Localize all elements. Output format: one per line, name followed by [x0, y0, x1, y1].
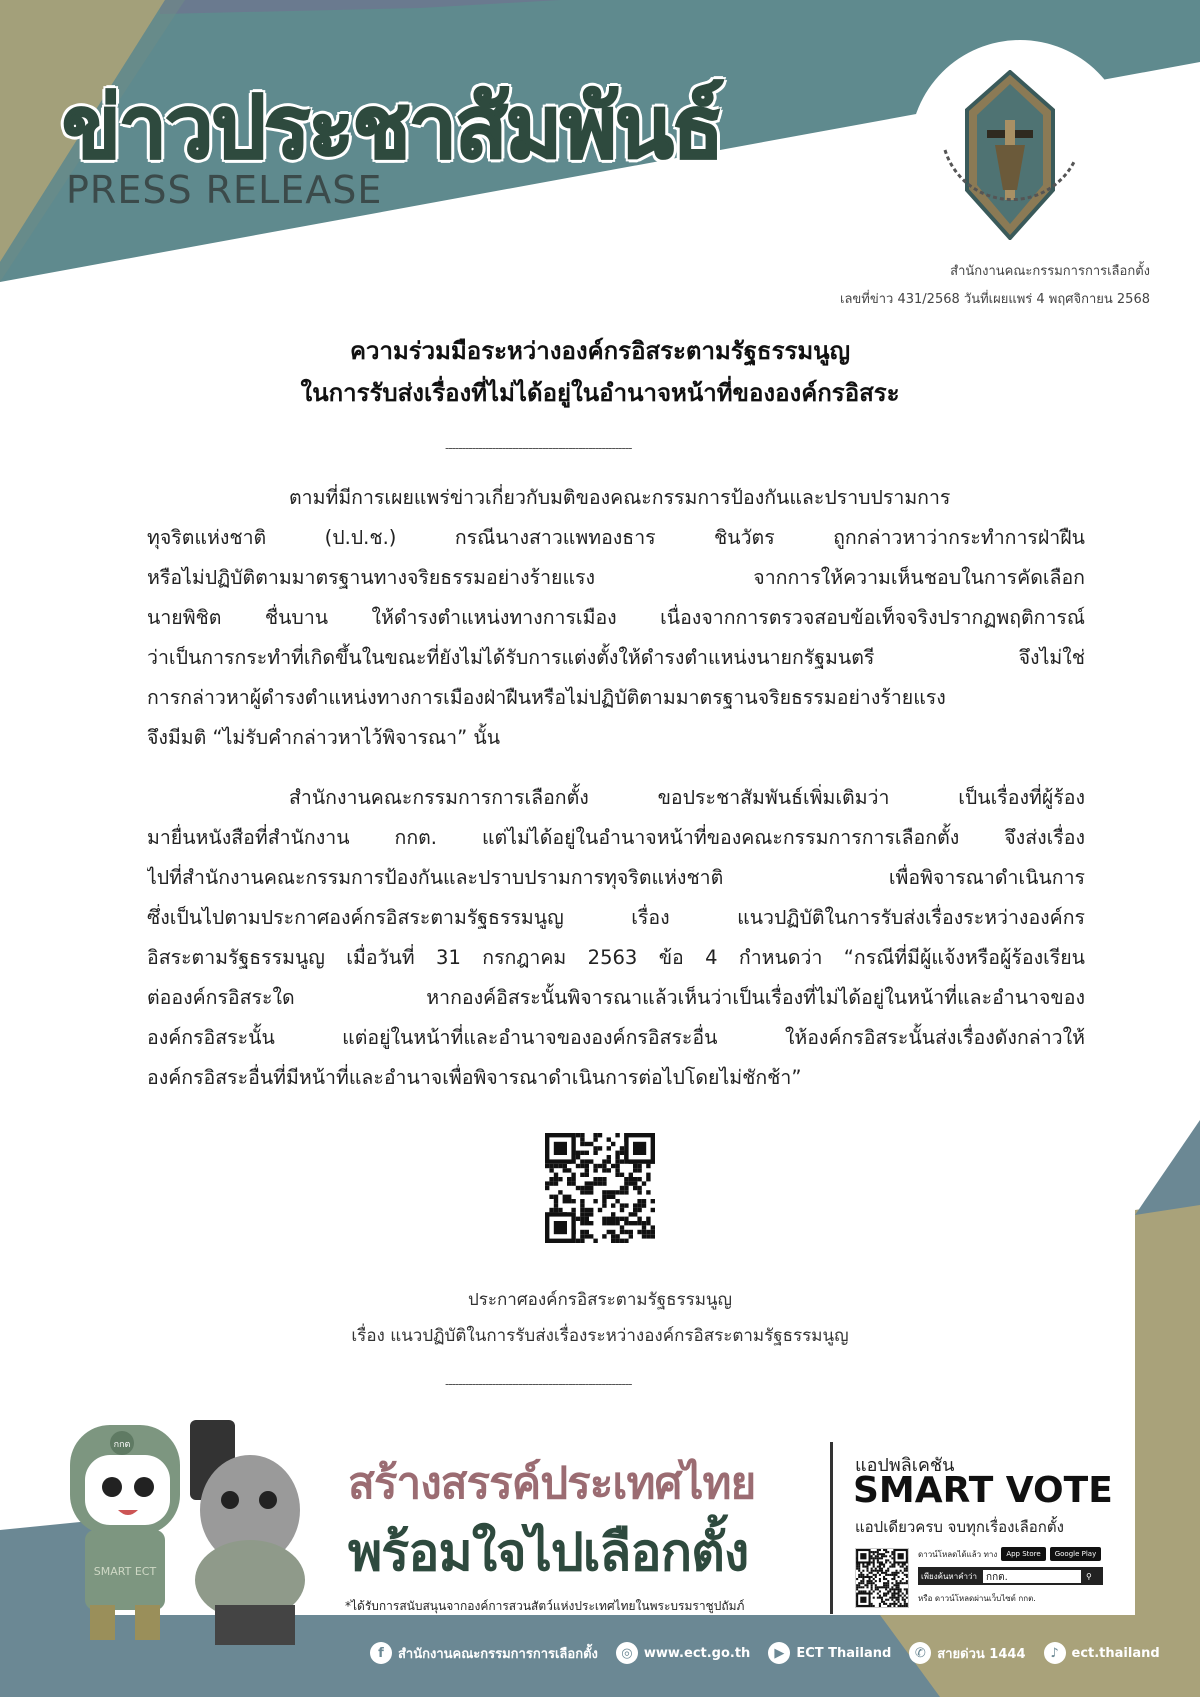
paragraph-line: องค์กรอิสระนั้น แต่อยู่ในหน้าที่และอำนาจขององค์กรอิสระอื่น ให้องค์กรอิสระนั้นส่งเรื่องดังกล่าวให้ [147, 1026, 1085, 1049]
tiktok-label: ect.thailand [1071, 1645, 1160, 1661]
app-name: SMART VOTE [853, 1470, 1113, 1511]
facebook-icon: f [370, 1642, 392, 1664]
reference-line-1: ประกาศองค์กรอิสระตามรัฐธรรมนูญ [467, 1290, 733, 1310]
paragraph-line: อิสระตามรัฐธรรมนูญ เมื่อวันที่ 31 กรกฎาคม 2563 ข้อ 4 กำหนดว่า “กรณีที่มีผู้แจ้งหรือผู้ร้องเรียน [147, 946, 1085, 969]
app-search-box [918, 1567, 1103, 1585]
app-qr-code[interactable] [855, 1548, 909, 1608]
paragraph-line: ต่อองค์กรอิสระใด หากองค์อิสระนั้นพิจารณาแล้วเห็นว่าเป็นเรื่องที่ไม่ได้อยู่ในหน้าที่และอำนาจของ [147, 986, 1085, 1009]
slogan-line-1: สร้างสรรค์ประเทศไทย [348, 1458, 756, 1509]
app-store-badge[interactable]: App Store [1001, 1547, 1045, 1561]
paragraph-line: สำนักงานคณะกรรมการการเลือกตั้ง ขอประชาสัมพันธ์เพิ่มเติมว่า เป็นเรื่องที่ผู้ร้อง [289, 786, 1085, 809]
hotline-label: สายด่วน 1444 [937, 1646, 1026, 1662]
paragraph-line: การกล่าวหาผู้ดำรงตำแหน่งทางการเมืองฝ่าฝืนหรือไม่ปฏิบัติตามมาตรฐานจริยธรรมอย่างร้ายแรง [147, 686, 946, 709]
paragraph-line: มายื่นหนังสือที่สำนักงาน กกต. แต่ไม่ได้อยู่ในอำนาจหน้าที่ของคณะกรรมการการเลือกตั้ง จึงส่งเรื่อง [147, 826, 1085, 849]
ect-seal-logo [925, 70, 1095, 240]
download-row [918, 1547, 1101, 1561]
paragraph-line: ตามที่มีการเผยแพร่ข่าวเกี่ยวกับมติของคณะกรรมการป้องกันและปราบปรามการ [289, 486, 951, 509]
release-number-date: เลขที่ข่าว 431/2568 วันที่เผยแพร่ 4 พฤศจิกายน 2568 [840, 292, 1150, 307]
paragraph-line: นายพิชิต ชื่นบาน ให้ดำรงตำแหน่งทางการเมือง เนื่องจากการตรวจสอบข้อเท็จจริงปรากฏพฤติการณ์ [147, 606, 1085, 629]
app-label: แอปพลิเคชัน [855, 1455, 955, 1476]
press-release-title-th: ข่าวประชาสัมพันธ์ [62, 78, 723, 178]
reference-caption [0, 1282, 1200, 1354]
paragraph-line: ว่าเป็นการกระทำที่เกิดขึ้นในขณะที่ยังไม่ได้รับการแต่งตั้งให้ดำรงตำแหน่งนายกรัฐมนตรี จึงไม่ใช่ [147, 646, 1085, 669]
footer-facebook[interactable] [370, 1642, 598, 1664]
footer-contacts [370, 1642, 1170, 1664]
banner-divider [830, 1442, 833, 1614]
release-meta [840, 258, 1150, 314]
mascot-illustration [40, 1415, 350, 1645]
paragraph-2 [147, 778, 1085, 1098]
slogan-line-2: พร้อมใจไปเลือกตั้ง [348, 1523, 749, 1583]
play-icon: ▶ [768, 1642, 790, 1664]
footer-website[interactable] [616, 1642, 750, 1664]
globe-icon: ◎ [616, 1642, 638, 1664]
footer-tiktok[interactable] [1044, 1642, 1160, 1664]
search-value: กกต. [983, 1570, 1081, 1583]
download-web: หรือ ดาวน์โหลดผ่านเว็บไซต์ กกต. [918, 1594, 1036, 1603]
app-tagline: แอปเดียวครบ จบทุกเรื่องเลือกตั้ง [855, 1518, 1064, 1536]
phone-icon: ✆ [909, 1642, 931, 1664]
footer-youtube[interactable] [768, 1642, 891, 1664]
paragraph-line: องค์กรอิสระอื่นที่มีหน้าที่และอำนาจเพื่อพิจารณาดำเนินการต่อไปโดยไม่ชักช้า” [147, 1066, 802, 1089]
paragraph-line: ทุจริตแห่งชาติ (ป.ป.ช.) กรณีนางสาวแพทองธาร ชินวัตร ถูกกล่าวหาว่ากระทำการฝ่าฝืน [147, 526, 1085, 549]
divider-top: -------------------------------------------------------- [445, 441, 632, 455]
svg-text:SMART ECT: SMART ECT [93, 1565, 157, 1578]
paragraph-line: จึงมีมติ “ไม่รับคำกล่าวหาไว้พิจารณา” นั้น [147, 726, 501, 749]
office-name: สำนักงานคณะกรรมการการเลือกตั้ง [950, 264, 1150, 279]
facebook-label: สำนักงานคณะกรรมการการเลือกตั้ง [398, 1646, 598, 1662]
divider-bottom: -------------------------------------------------------- [445, 1377, 632, 1391]
headline-line-1: ความร่วมมือระหว่างองค์กรอิสระตามรัฐธรรมนูญ [349, 337, 851, 365]
headline-line-2: ในการรับส่งเรื่องที่ไม่ได้อยู่ในอำนาจหน้าที่ขององค์กรอิสระ [300, 379, 900, 407]
paragraph-line: หรือไม่ปฏิบัติตามมาตรฐานทางจริยธรรมอย่างร้ายแรง จากการให้ความเห็นชอบในการคัดเลือก [147, 566, 1085, 589]
search-icon: ⚲ [1086, 1571, 1092, 1581]
download-label: ดาวน์โหลดได้แล้ว ทาง [918, 1549, 998, 1559]
tiktok-icon: ♪ [1044, 1642, 1066, 1664]
reference-line-2: เรื่อง แนวปฏิบัติในการรับส่งเรื่องระหว่างองค์กรอิสระตามรัฐธรรมนูญ [351, 1326, 849, 1346]
headline [0, 330, 1200, 414]
paragraph-1 [147, 478, 1085, 758]
website-label: www.ect.go.th [643, 1645, 751, 1661]
sponsor-note: *ได้รับการสนับสนุนจากองค์การสวนสัตว์แห่งประเทศไทยในพระบรมราชูปถัมภ์ [345, 1599, 745, 1613]
search-label: เพียงค้นหาคำว่า [921, 1571, 978, 1581]
paragraph-line: ไปที่สำนักงานคณะกรรมการป้องกันและปราบปรามการทุจริตแห่งชาติ เพื่อพิจารณาดำเนินการ [147, 866, 1085, 889]
svg-text:กกต: กกต [113, 1440, 131, 1450]
qr-code[interactable] [545, 1133, 655, 1243]
press-release-title-en: PRESS RELEASE [66, 168, 383, 212]
google-play-badge[interactable]: Google Play [1050, 1547, 1102, 1561]
youtube-label: ECT Thailand [796, 1645, 892, 1661]
footer-hotline[interactable] [909, 1642, 1025, 1664]
paragraph-line: ซึ่งเป็นไปตามประกาศองค์กรอิสระตามรัฐธรรมนูญ เรื่อง แนวปฏิบัติในการรับส่งเรื่องระหว่างองค์กร [147, 906, 1085, 929]
